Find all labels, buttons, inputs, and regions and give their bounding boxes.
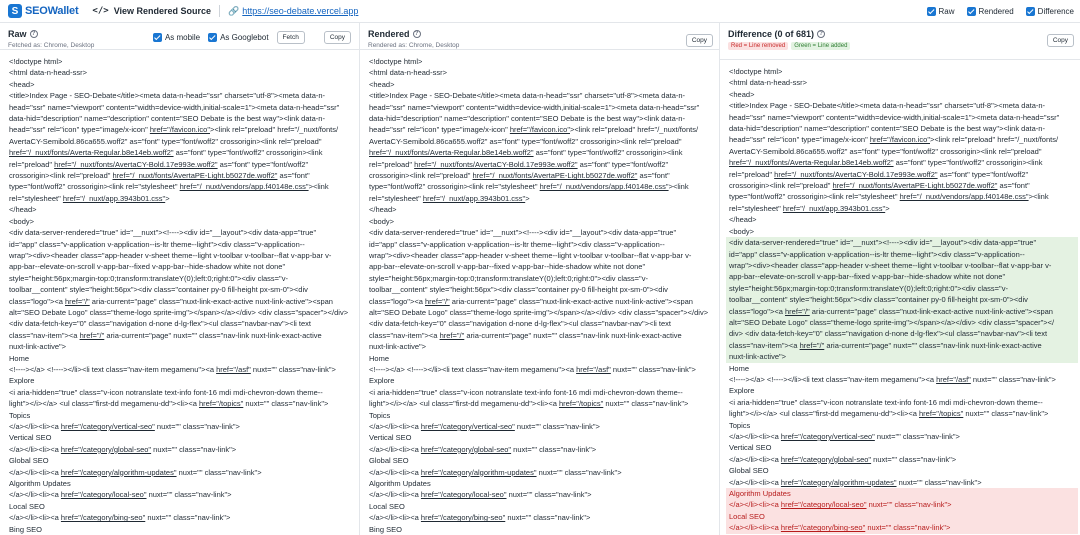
code-line: rel="stylesheet" href="/_nuxt/app.3943b01.css"> [9,193,170,203]
raw-code [9,56,351,535]
code-line: <i aria-hidden="true" class="v-icon notranslate text-info font-16 mdi mdi-chevron-down theme-- [9,387,323,397]
diff-legend [728,42,1072,50]
code-line: </a></li><li><a href="/category/local-seo" nuxt="" class="nav-link"> [9,490,232,500]
rendered-copy-button[interactable]: Copy [686,34,713,47]
code-line: data-hid="description" name="description" content="SEO Debate is the best way"><link data-n- [729,124,1045,134]
rendered-title [368,29,711,39]
code-line: Algorithm Updates [369,479,431,489]
top-bar [0,0,1080,23]
code-line: app-bar--elevate-on-scroll v-app-bar--fixed v-app-bar--hide-shadow white not done" [726,271,1078,282]
as-googlebot-toggle[interactable] [208,33,268,42]
help-circle-icon[interactable]: ? [817,30,825,38]
code-line: </a></li><li><a href="/category/bing-seo" nuxt="" class="nav-link"> [726,522,1078,533]
code-line: Global SEO [9,456,49,466]
code-line: AvertaCY-Semibold.86ca655.woff2" as="font" type="font/woff2" crossorigin><link rel="preload" [729,146,1042,156]
code-line: </a></li><li><a href="/category/bing-seo" nuxt="" class="nav-link"> [9,513,231,523]
toggle-difference[interactable] [1026,7,1074,16]
code-line: toolbar__content" style="height:56px"><div class="container py-0 fill-height px-sm-0"><div [369,285,668,295]
diff-pane [720,23,1080,535]
code-line: </a></li><li><a href="/category/local-seo" nuxt="" class="nav-link"> [369,490,592,500]
code-line: Topics [729,420,751,430]
code-line: head="ssr" rel="icon" type="image/x-icon" href="/favicon.ico"><link rel="preload" href="/_nuxt/fonts/ [729,135,1059,145]
code-line: Home [9,353,30,363]
checkbox-checked-icon[interactable] [208,33,217,42]
code-line: <div data-fetch-key="0" class="navigation d-none d-lg-flex"><ul class="navbar-nav"><li text [9,319,311,329]
code-line: <div data-server-rendered="true" id="__nuxt"><!----><div id="__layout"><div data-app="true" [369,228,677,238]
code-line: light"></i></a> <ul class="first-dd megamenu-dd"><li><a href="/topics" nuxt="" class="nav-link"> [369,399,689,409]
rendered-title-text: Rendered [368,29,410,39]
rendered-pane-info [368,29,711,49]
toggle-raw[interactable] [927,7,955,16]
code-line: AvertaCY-Semibold.86ca655.woff2" as="font" type="font/woff2" crossorigin><link rel="preload" [9,136,322,146]
code-line: id="app" class="v-application v-application--is-ltr theme--light"><div class="v-application-- [9,239,305,249]
checkbox-checked-icon[interactable] [153,33,162,42]
code-line: toolbar__content" style="height:56px"><div class="container py-0 fill-height px-sm-0"><div [726,294,1078,305]
raw-pane-header [0,23,359,50]
code-line: nuxt-link-active"> [369,342,427,352]
code-line: nuxt-link-active"> [726,351,1078,362]
code-line: </a></li><li><a href="/category/algorithm-updates" nuxt="" class="nav-link"> [729,477,982,487]
checkbox-checked-icon[interactable] [927,7,936,16]
toggle-rendered-label: Rendered [978,6,1014,16]
code-line: Vertical SEO [369,433,412,443]
code-line: type="font/woff2" crossorigin><link rel="stylesheet" href="/_nuxt/vendors/app.f40148e.css"><link [729,192,1049,202]
link-icon: 🔗 [228,5,240,16]
code-line: </a></li><li><a href="/category/global-seo" nuxt="" class="nav-link"> [369,444,597,454]
fetch-button[interactable]: Fetch [277,31,305,44]
diff-title-text: Difference (0 of 681) [728,29,815,39]
code-line: rel="stylesheet" href="/_nuxt/app.3943b01.css"> [369,193,530,203]
code-line: toolbar__content" style="height:56px"><div class="container py-0 fill-height px-sm-0"><div [9,285,308,295]
code-line: class="nav-item"><a href="/" aria-current="page" nuxt="" class="nav-link nuxt-link-exact-active [9,330,322,340]
code-line: <head> [729,89,755,99]
code-line: <i aria-hidden="true" class="v-icon notranslate text-info font-16 mdi mdi-chevron-down theme-- [369,387,683,397]
diff-pane-info [728,29,1072,59]
code-line: Home [369,353,390,363]
code-line: rel="preload" href="/_nuxt/fonts/AvertaCY-Bold.17e993e.woff2" as="font" type="font/woff2" [9,159,309,169]
page-url-link[interactable]: https://seo-debate.vercel.app [242,6,359,16]
diff-code [729,66,1072,534]
code-line: <!doctype html> [369,57,423,66]
code-line: <div data-server-rendered="true" id="__nuxt"><!----><div id="__layout"><div data-app="true" [9,228,317,238]
diff-source[interactable] [720,60,1080,535]
code-line: head="ssr" rel="icon" type="image/x-icon" href="/favicon.ico"><link rel="preload" href="/_nuxt/fonts/ [9,125,339,135]
code-line: class="logo"><a href="/" aria-current="page" class="nuxt-link-exact-active nuxt-link-active"><span [369,296,693,306]
code-line: </a></li><li><a href="/category/algorithm-updates" nuxt="" class="nav-link"> [369,467,622,477]
code-line: crossorigin><link rel="preload" href="/_nuxt/fonts/AvertaPE-Light.b5027de.woff2" as="font" [9,171,310,181]
raw-subtitle: Fetched as: Chrome, Desktop [8,42,95,49]
as-mobile-toggle[interactable] [153,33,200,42]
code-icon: </> [92,6,109,16]
code-line: Algorithm Updates [726,488,1078,499]
code-line: href="/_nuxt/fonts/Averta-Regular.b8e14eb.woff2" as="font" type="font/woff2" crossorigin><link [369,148,683,158]
code-line: <body> [9,216,35,226]
raw-pane-info [8,29,153,49]
code-line: nuxt-link-active"> [9,342,67,352]
as-mobile-label: As mobile [164,32,201,42]
code-line: app-bar--elevate-on-scroll v-app-bar--fixed v-app-bar--hide-shadow white not done" [369,262,646,272]
rendered-source[interactable] [360,50,719,535]
code-line: Vertical SEO [729,443,772,453]
toggle-difference-label: Difference [1037,6,1074,16]
code-line: wrap"><div><header class="app-header v-sheet theme--light v-toolbar v-toolbar--flat v-app-bar v- [9,250,332,260]
raw-pane [0,23,360,535]
code-line: alt="SEO Debate Logo" class="theme-logo sprite-img"></span></a></div> <div class="spacer"></ [726,317,1078,328]
code-line: <body> [369,216,395,226]
code-line: </a></li><li><a href="/category/local-seo" nuxt="" class="nav-link"> [726,499,1078,510]
code-line: style="height:56px;margin-top:0;transform:translateY(0);left:0;right:0"><div class="v- [369,273,648,283]
diff-title [728,29,1072,39]
code-line: <html data-n-head-ssr> [729,78,807,88]
code-line: </a></li><li><a href="/category/bing-seo" nuxt="" class="nav-link"> [369,513,591,523]
code-line: wrap"><div><header class="app-header v-sheet theme--light v-toolbar v-toolbar--flat v-app-bar v- [369,250,692,260]
code-line: crossorigin><link rel="preload" href="/_nuxt/fonts/AvertaPE-Light.b5027de.woff2" as="font" [369,171,670,181]
code-line: head="ssr" name="viewport" content="width=device-width,initial-scale=1"><meta data-n-head="ssr" [9,102,340,112]
code-line: id="app" class="v-application v-application--is-ltr theme--light"><div class="v-application-- [726,249,1078,260]
code-line: Bing SEO [9,524,42,534]
code-line: <head> [9,79,35,89]
code-line: Topics [9,410,31,420]
toggle-rendered[interactable] [967,7,1014,16]
code-line: Explore [9,376,35,386]
help-circle-icon[interactable]: ? [30,30,38,38]
checkbox-checked-icon[interactable] [967,7,976,16]
raw-title [8,29,153,39]
code-line: id="app" class="v-application v-application--is-ltr theme--light"><div class="v-application-- [369,239,665,249]
code-line: Topics [369,410,391,420]
code-line: crossorigin><link rel="preload" href="/_nuxt/fonts/AvertaPE-Light.b5027de.woff2" as="font" [729,181,1030,191]
rendered-code [369,56,711,535]
divider [219,5,220,17]
as-googlebot-label: As Googlebot [220,32,269,42]
code-line: <title>Index Page - SEO-Debate</title><meta data-n-head="ssr" charset="utf-8"><meta data-n- [729,101,1046,111]
code-line: alt="SEO Debate Logo" class="theme-logo sprite-img"></span></a></div> <div class="spacer"></div> [369,307,709,317]
code-line: <!----></a> <!----></li><li text class="nav-item megamenu"><a href="/asf" nuxt="" class="nav-link"> [729,374,1056,384]
code-line: </head> [729,215,757,225]
diff-copy-button[interactable]: Copy [1047,34,1074,47]
code-line: <head> [369,79,395,89]
code-line: Explore [729,386,755,396]
code-line: </a></li><li><a href="/category/vertical-seo" nuxt="" class="nav-link"> [369,422,600,431]
code-line: div> <div data-fetch-key="0" class="navigation d-none d-lg-flex"><ul class="navbar-nav"><li text [726,328,1078,339]
code-line: </a></li><li><a href="/category/algorithm-updates" nuxt="" class="nav-link"> [9,467,262,477]
code-line: style="height:56px;margin-top:0;transform:translateY(0);left:0;right:0"><div class="v- [9,273,288,283]
code-line: class="logo"><a href="/" aria-current="page" class="nuxt-link-exact-active nuxt-link-active"><span [9,296,333,306]
logo-mark-icon: S [8,4,22,18]
code-line: <!----></a> <!----></li><li text class="nav-item megamenu"><a href="/asf" nuxt="" class="nav-link"> [9,364,336,374]
app-logo[interactable] [8,4,78,18]
raw-copy-button[interactable]: Copy [324,31,351,44]
rendered-pane [360,23,720,535]
code-line: <html data-n-head-ssr> [9,68,87,78]
code-line: <!----></a> <!----></li><li text class="nav-item megamenu"><a href="/asf" nuxt="" class="nav-link"> [369,364,696,374]
code-line: Local SEO [369,501,405,511]
code-line: alt="SEO Debate Logo" class="theme-logo sprite-img"></span></a></div> <div class="spacer"></div> [9,307,349,317]
code-line: type="font/woff2" crossorigin><link rel="stylesheet" href="/_nuxt/vendors/app.f40148e.css"><link [369,182,689,192]
code-line: data-hid="description" name="description" content="SEO Debate is the best way"><link data-n- [9,114,325,124]
code-line: Global SEO [729,466,769,476]
app-name: SEOWallet [25,5,79,17]
code-line: <i aria-hidden="true" class="v-icon notranslate text-info font-16 mdi mdi-chevron-down theme-- [729,397,1043,407]
code-line: head="ssr" name="viewport" content="width=device-width,initial-scale=1"><meta data-n-head="ssr" [369,102,700,112]
page-title: View Rendered Source [113,6,212,16]
code-line: Local SEO [726,511,1078,522]
rendered-subtitle: Rendered as: Chrome, Desktop [368,42,460,49]
code-line: Bing SEO [369,524,402,534]
code-line: Algorithm Updates [9,479,71,489]
code-line: Global SEO [369,456,409,466]
raw-controls [153,30,351,44]
code-line: type="font/woff2" crossorigin><link rel="stylesheet" href="/_nuxt/vendors/app.f40148e.css"><link [9,182,329,192]
code-line: href="/_nuxt/fonts/Averta-Regular.b8e14eb.woff2" as="font" type="font/woff2" crossorigin><link [729,158,1043,168]
raw-source[interactable] [0,50,359,535]
code-line: <body> [729,226,755,236]
code-line: style="height:56px;margin-top:0;transform:translateY(0);left:0;right:0"><div class="v- [726,283,1078,294]
code-line: <!doctype html> [729,67,783,76]
code-line: light"></i></a> <ul class="first-dd megamenu-dd"><li><a href="/topics" nuxt="" class="nav-link"> [729,409,1049,419]
code-line: head="ssr" name="viewport" content="width=device-width,initial-scale=1"><meta data-n-head="ssr" [729,112,1060,122]
code-line: data-hid="description" name="description" content="SEO Debate is the best way"><link data-n- [369,114,685,124]
code-line: href="/_nuxt/fonts/Averta-Regular.b8e14eb.woff2" as="font" type="font/woff2" crossorigin><link [9,148,323,158]
code-line: <div data-fetch-key="0" class="navigation d-none d-lg-flex"><ul class="navbar-nav"><li text [369,319,671,329]
raw-title-text: Raw [8,29,27,39]
code-line: <title>Index Page - SEO-Debate</title><meta data-n-head="ssr" charset="utf-8"><meta data-n- [9,91,326,101]
code-line: <!doctype html> [9,57,63,66]
code-line: class="logo"><a href="/" aria-current="page" class="nuxt-link-exact-active nuxt-link-active"><span [726,306,1078,317]
code-line: class="nav-item"><a href="/" aria-current="page" nuxt="" class="nav-link nuxt-link-exact-active [369,330,682,340]
code-line: Home [729,363,750,373]
legend-removed: Red = Line removed [728,42,788,50]
code-line: </a></li><li><a href="/category/vertical-seo" nuxt="" class="nav-link"> [729,432,960,441]
code-line: rel="stylesheet" href="/_nuxt/app.3943b01.css"> [729,203,890,213]
help-circle-icon[interactable]: ? [413,30,421,38]
code-line: wrap"><div><header class="app-header v-sheet theme--light v-toolbar v-toolbar--flat v-app-bar v- [726,260,1078,271]
code-line: app-bar--elevate-on-scroll v-app-bar--fixed v-app-bar--hide-shadow white not done" [9,262,286,272]
code-line: Explore [369,376,395,386]
rendered-pane-header [360,23,719,50]
diff-pane-header [720,23,1080,60]
code-line: Local SEO [9,501,45,511]
code-line: class="nav-item"><a href="/" aria-current="page" nuxt="" class="nav-link nuxt-link-exact-active [726,340,1078,351]
code-line: </head> [9,205,37,215]
code-line: </a></li><li><a href="/category/vertical-seo" nuxt="" class="nav-link"> [9,422,240,431]
code-line: head="ssr" rel="icon" type="image/x-icon" href="/favicon.ico"><link rel="preload" href="/_nuxt/fonts/ [369,125,699,135]
legend-added: Green = Line added [791,42,850,50]
code-line: light"></i></a> <ul class="first-dd megamenu-dd"><li><a href="/topics" nuxt="" class="nav-link"> [9,399,329,409]
code-line: </a></li><li><a href="/category/global-seo" nuxt="" class="nav-link"> [729,454,957,464]
code-line: AvertaCY-Semibold.86ca655.woff2" as="font" type="font/woff2" crossorigin><link rel="preload" [369,136,682,146]
code-line: Vertical SEO [9,433,52,443]
code-line: </a></li><li><a href="/category/global-seo" nuxt="" class="nav-link"> [9,444,237,454]
code-line: <div data-server-rendered="true" id="__nuxt"><!----><div id="__layout"><div data-app="true" [726,237,1078,248]
checkbox-checked-icon[interactable] [1026,7,1035,16]
code-line: <html data-n-head-ssr> [369,68,447,78]
code-line: </head> [369,205,397,215]
panes [0,23,1080,535]
code-line: rel="preload" href="/_nuxt/fonts/AvertaCY-Bold.17e993e.woff2" as="font" type="font/woff2" [369,159,669,169]
code-line: <title>Index Page - SEO-Debate</title><meta data-n-head="ssr" charset="utf-8"><meta data-n- [369,91,686,101]
code-line: rel="preload" href="/_nuxt/fonts/AvertaCY-Bold.17e993e.woff2" as="font" type="font/woff2" [729,169,1029,179]
toggle-raw-label: Raw [938,6,955,16]
